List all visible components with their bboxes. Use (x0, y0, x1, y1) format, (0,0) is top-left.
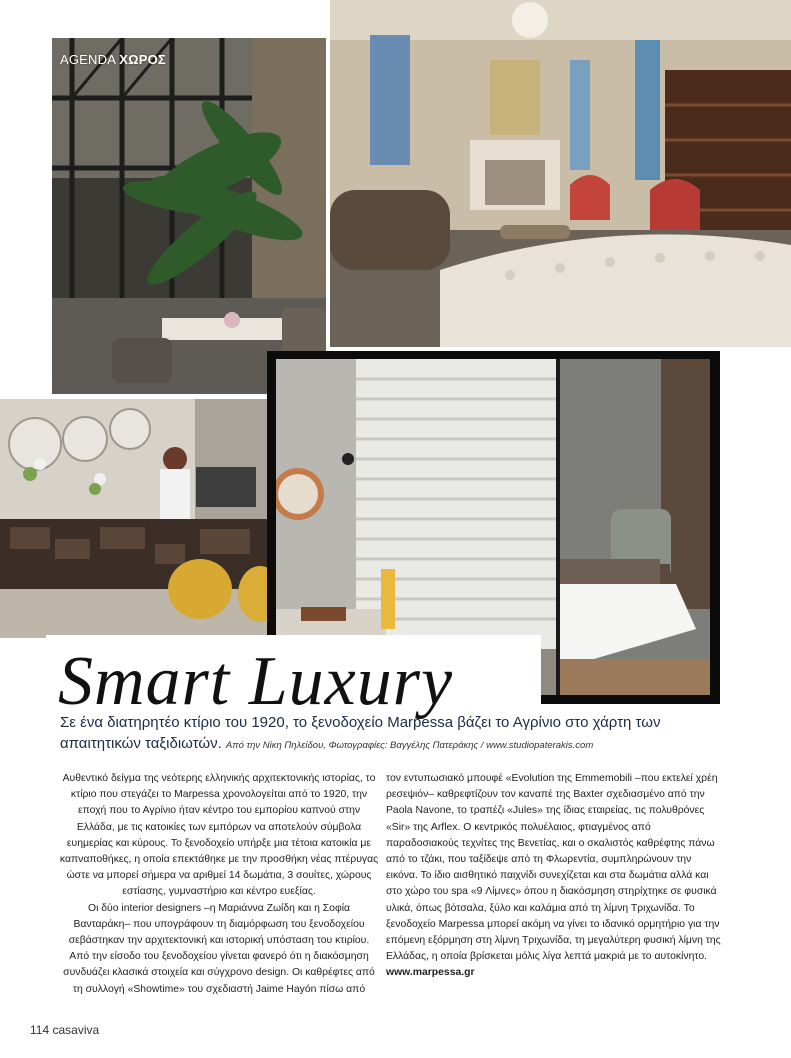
page-number: 114 (30, 1023, 50, 1037)
hotel-website-link[interactable]: www.marpessa.gr (386, 967, 475, 979)
body-paragraph: τον εντυπωσιακό μπουφέ «Evolution της Emmemobili –που εκτελεί χρέη ρεσεψιόν– καθρεφτίζουν τον καναπέ της Baxter σχεδιασμένο από την Paola Navone, το τραπέζι «Jules» της ίδιας εταιρείας, τις πολυθρόνες «Sir» της Arflex. Ο κεντρικός πολυέλαιος, φτιαγμένος από παραδοσιακούς τεχνίτες της Βενετίας, και ο σκαλιστός καθρέφτης πάνω από το τζάκι, που ταξίδεψε από τη Φλωρεντία, συμπληρώνουν την εικόνα. Το ίδιο αισθητικό παιχνίδι συνεχίζεται και στα δωμάτια αλλά και στο χώρο του spa «9 Λίμνες» όπου η διακόσμηση στηρίχτηκε σε φυσικά υλικά, όπως βότσαλα, ξύλο και καλάμια από τη λίμνη Τριχωνίδα. Το ξενοδοχείο Marpessa μπορεί ακόμη να γίνει το ιδανικό ορμητήριο για την επόμενη εξόρμηση στη λίμνη Τριχωνίδα, τη μεγαλύτερη φυσική λίμνη της Ελλάδας, η οποία βρίσκεται μόλις λίγα λεπτά μακριά με το αυτοκίνητο. (386, 773, 721, 963)
body-paragraph: Οι δύο interior designers –η Μαριάννα Ζωίδη και η Σοφία Βανταράκη– που υπογράφουν τη διαμόρφωση του ξενοδοχείου σεβάστηκαν την αρχιτεκτονική και ιστορική υπόσταση του κτιρίου. Από την είσοδο του ξενοδοχείου γίνεται φανερό ότι η διακόσμηση συνδυάζει κλασικά στοιχεία και σύγχρονο design. Οι καθρέφτες από τη συλλογή «Showtime» του σχεδιαστή Jaime Hayón πίσω από (63, 902, 375, 995)
section-tag: AGENDA ΧΩΡΟΣ (60, 52, 166, 67)
salon-living-room-photo (330, 0, 791, 347)
photo-credits: Από την Νίκη Πηλείδου, Φωτογραφίες: Βαγγέλης Πατεράκης / www.studiopaterakis.com (225, 740, 594, 751)
body-paragraph: Αυθεντικό δείγμα της νεότερης ελληνικής αρχιτεκτονικής ιστορίας, το κτίριο που στεγάζει το Marpessa χρονολογείται από το 1920, την εποχή που το Αγρίνιο ήταν κέντρο του εμπορίου καπνού στην Ελλάδα, με τις κατοικίες των εμπόρων να αποτελούν σύμβολα ευημερίας και κύρους. Το ξενοδοχείο υπήρξε μια τέτοια κατοικία με καπναποθήκες, η οποία επεκτάθηκε με την προσθήκη νέας πτέρυγας ώστε να μπορεί σήμερα να αριθμεί 14 δωμάτια, 3 σουίτες, χώρους εστίασης, γυμναστήριο και κέντρο ευεξίας. (59, 773, 379, 898)
body-column-2 (386, 771, 726, 982)
lede-text: Σε ένα διατηρητέο κτίριο του 1920, το ξενοδοχείο Marpessa βάζει το Αγρίνιο στο χάρτη των απαιτητικών ταξιδιωτών. (60, 714, 661, 752)
page-folio (30, 1023, 99, 1037)
headline: Smart Luxury (58, 643, 454, 720)
body-column-1 (59, 771, 379, 998)
conservatory-lounge-photo (52, 38, 326, 394)
magazine-name: casaviva (52, 1023, 100, 1037)
reception-desk-photo (0, 399, 272, 638)
lede (60, 712, 740, 756)
